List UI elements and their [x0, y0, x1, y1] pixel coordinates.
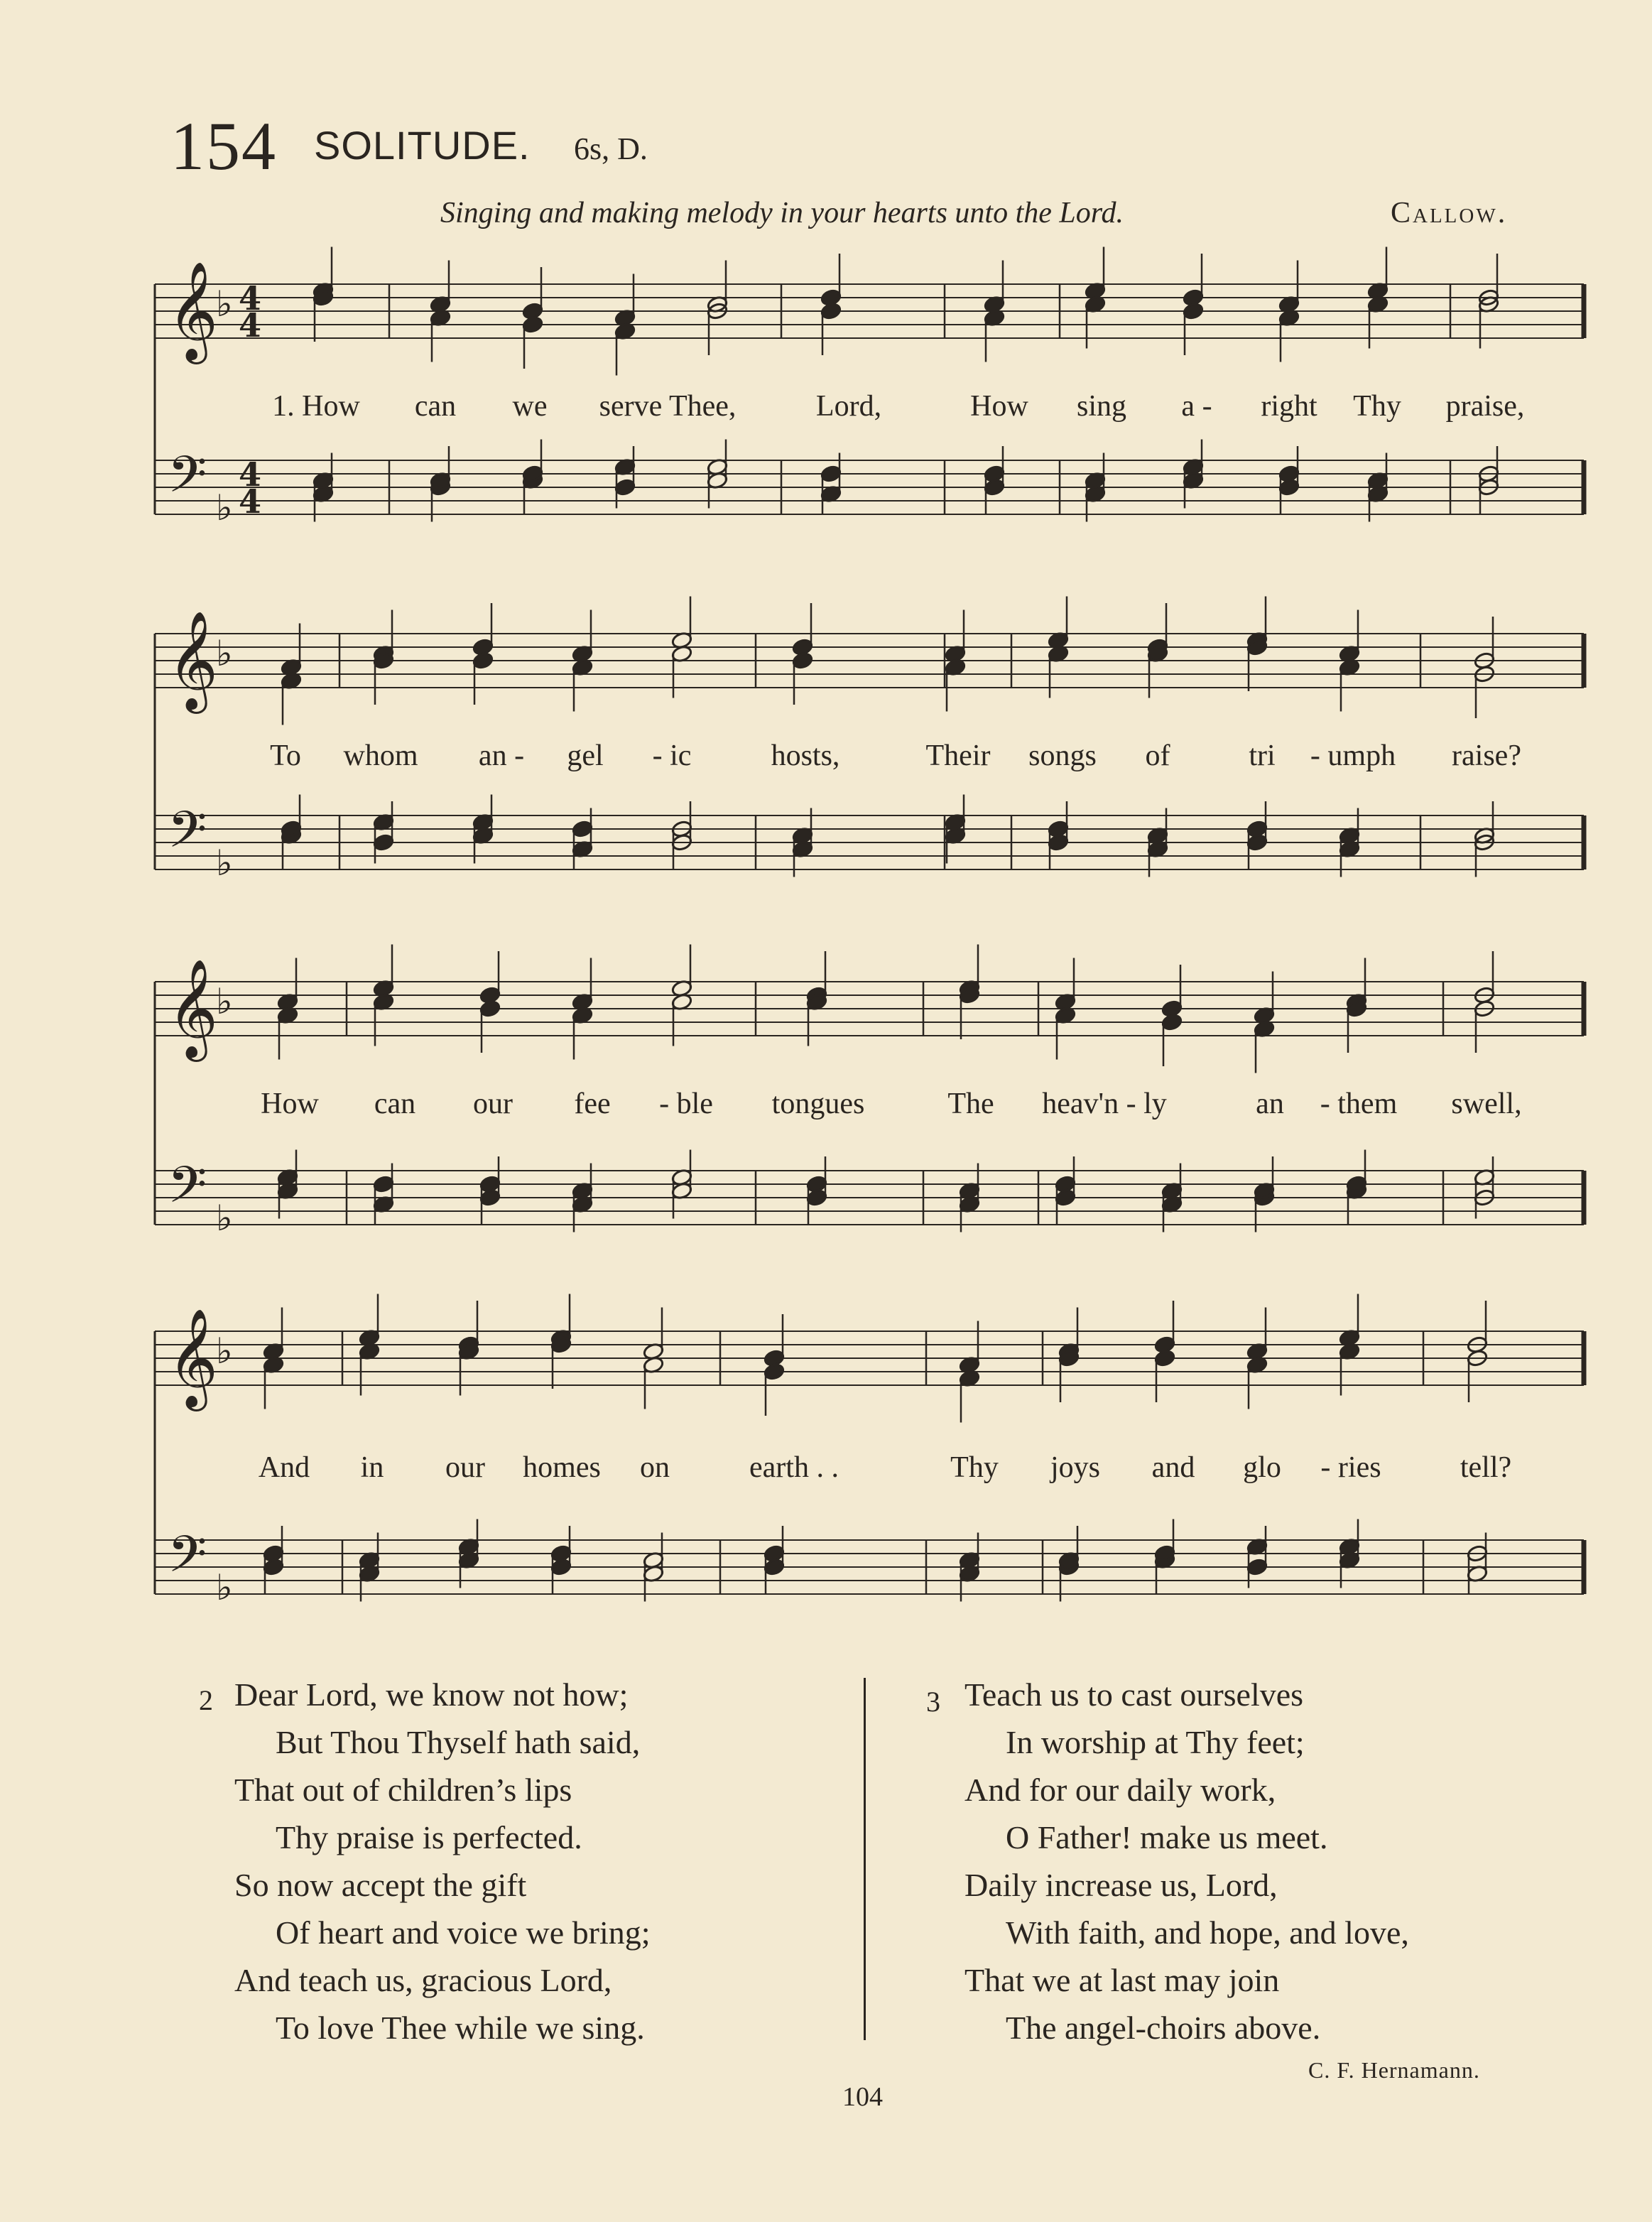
treble-clef-icon: 𝄞 — [168, 1308, 218, 1407]
stanza-line: O Father! make us meet. — [1006, 1819, 1328, 1855]
note-head — [1161, 1013, 1183, 1031]
lyric-syllable: - umph — [1310, 739, 1396, 772]
lyric-syllable: homes — [523, 1451, 601, 1484]
page-number: 104 — [842, 2082, 883, 2112]
lyric-syllable: tongues — [771, 1088, 865, 1120]
stanza-line: Thy praise is perfected. — [276, 1819, 582, 1855]
note-head — [763, 1544, 786, 1563]
lyric-syllable: glo — [1243, 1451, 1281, 1484]
lyric-syllable: - ble — [659, 1088, 713, 1120]
lyric-syllable: And — [258, 1451, 310, 1484]
lyric-syllable: Lord, — [815, 390, 882, 423]
note-head — [763, 1362, 786, 1381]
lyric-syllable: tri — [1249, 739, 1276, 772]
stanza-line: Of heart and voice we bring; — [276, 1914, 651, 1951]
note-head — [1154, 1349, 1176, 1367]
stanza-line: But Thou Thyself hath said, — [276, 1724, 641, 1760]
note-head — [373, 833, 395, 852]
lyric-syllable: and — [1151, 1451, 1195, 1484]
treble-clef-icon: 𝄞 — [168, 959, 218, 1058]
time-signature: 4 — [239, 455, 262, 494]
hymn-number: 154 — [170, 108, 277, 184]
stanza-line: And teach us, gracious Lord, — [234, 1962, 612, 1998]
lyric-syllable: 1. How — [272, 390, 360, 423]
lyric-syllable: serve Thee, — [599, 390, 737, 423]
flat-icon: ♭ — [216, 1331, 233, 1372]
treble-clef-icon: 𝄞 — [168, 261, 218, 360]
lyric-syllable: - ries — [1320, 1451, 1381, 1484]
stanza-line: That out of children’s lips — [234, 1772, 572, 1808]
hymn-title: SOLITUDE. — [314, 123, 531, 168]
note-head — [984, 465, 1006, 483]
lyric-syllable: on — [640, 1451, 670, 1484]
flat-icon: ♭ — [216, 633, 233, 674]
time-signature: 4 — [239, 306, 262, 345]
lyric-syllable: Thy — [1353, 390, 1401, 423]
lyric-syllable: a - — [1181, 390, 1212, 423]
stanza-number: 2 — [199, 1684, 213, 1716]
lyric-syllable: tell? — [1460, 1451, 1512, 1484]
flat-icon: ♭ — [216, 842, 233, 884]
note-head — [472, 651, 494, 670]
epigraph: Singing and making melody in your hearts unto the Lord. — [440, 197, 1124, 229]
lyric-syllable: heav'n - ly — [1042, 1088, 1167, 1120]
stanza-line: The angel-choirs above. — [1006, 2010, 1321, 2046]
lyric-syllable: can — [374, 1088, 416, 1120]
lyric-syllable: Their — [925, 739, 991, 772]
lyric-syllable: in — [360, 1451, 384, 1484]
lyric-syllable: an - — [478, 739, 525, 772]
lyric-syllable: an — [1256, 1088, 1284, 1120]
lyric-syllable: How — [970, 390, 1028, 423]
lyric-syllable: joys — [1050, 1451, 1101, 1484]
flat-icon: ♭ — [216, 1567, 233, 1608]
stanza-line: With faith, and hope, and love, — [1006, 1914, 1409, 1951]
hymn-meter: 6s, D. — [574, 131, 648, 166]
lyric-syllable: right — [1261, 390, 1317, 423]
lyric-syllable: songs — [1028, 739, 1097, 772]
lyric-syllable: whom — [343, 739, 418, 772]
stanza-line: That we at last may join — [964, 1962, 1280, 1998]
stanza-line: Daily increase us, Lord, — [964, 1867, 1278, 1903]
note-head — [792, 651, 814, 670]
stanza-line: Teach us to cast ourselves — [964, 1676, 1304, 1713]
bass-clef-icon: 𝄢 — [168, 801, 207, 872]
score-system-1 — [155, 247, 1584, 529]
lyric-syllable: can — [414, 390, 457, 423]
lyric-syllable: gel — [567, 739, 604, 772]
note-head — [1055, 1175, 1077, 1193]
note-head — [1048, 820, 1070, 838]
note-head — [806, 1175, 828, 1193]
flat-icon: ♭ — [216, 981, 233, 1022]
lyric-syllable: Thy — [950, 1451, 999, 1484]
lyric-syllable: of — [1145, 739, 1170, 772]
bass-clef-icon: 𝄢 — [168, 1156, 207, 1227]
stanza-line: Dear Lord, we know not how; — [234, 1676, 629, 1713]
time-signature: 4 — [239, 482, 262, 521]
lyric-syllable: earth . . — [749, 1451, 839, 1484]
note-head — [550, 1544, 572, 1563]
stanza-3 — [926, 1671, 1409, 2052]
lyric-syllable: swell, — [1451, 1088, 1522, 1120]
stanza-line: And for our daily work, — [964, 1772, 1276, 1808]
composer-name: Callow. — [1391, 197, 1508, 229]
note-head — [263, 1544, 285, 1563]
note-head — [614, 478, 636, 497]
note-head — [820, 465, 842, 483]
lyric-syllable: raise? — [1452, 739, 1521, 772]
stanza-line: To love Thee while we sing. — [276, 2010, 645, 2046]
lyric-syllable: sing — [1076, 390, 1127, 423]
lyric-syllable: our — [445, 1451, 485, 1484]
stanza-line: So now accept the gift — [234, 1867, 527, 1903]
note-head — [522, 315, 544, 334]
stanza-2 — [199, 1671, 651, 2052]
note-head — [572, 820, 594, 838]
bass-clef-icon: 𝄢 — [168, 445, 207, 516]
note-head — [1278, 465, 1300, 483]
lyric-syllable: our — [473, 1088, 513, 1120]
lyric-syllable: The — [947, 1088, 994, 1120]
stanza-line: In worship at Thy feet; — [1006, 1724, 1305, 1760]
lyric-syllable: - them — [1320, 1088, 1398, 1120]
note-head — [1183, 302, 1205, 320]
flat-icon: ♭ — [216, 1198, 233, 1239]
author-name: C. F. Hernamann. — [1308, 2057, 1480, 2083]
lyric-syllable: fee — [574, 1088, 611, 1120]
flat-icon: ♭ — [216, 283, 233, 325]
lyric-syllable: we — [512, 390, 548, 423]
note-head — [1246, 1558, 1268, 1576]
note-head — [479, 999, 501, 1018]
lyric-syllable: How — [261, 1088, 319, 1120]
note-head — [479, 1175, 501, 1193]
note-head — [1246, 820, 1268, 838]
stanza-number: 3 — [926, 1686, 940, 1718]
stanza-divider — [864, 1678, 866, 2040]
time-signature: 4 — [239, 279, 262, 318]
lyric-syllable: hosts, — [771, 739, 840, 772]
note-head — [820, 302, 842, 320]
note-head — [373, 1175, 395, 1193]
lyric-syllable: - ic — [652, 739, 692, 772]
bass-clef-icon: 𝄢 — [168, 1525, 207, 1596]
lyric-syllable: praise, — [1445, 390, 1525, 423]
flat-icon: ♭ — [216, 487, 233, 529]
lyric-syllable: To — [270, 739, 301, 772]
treble-clef-icon: 𝄞 — [168, 611, 218, 710]
